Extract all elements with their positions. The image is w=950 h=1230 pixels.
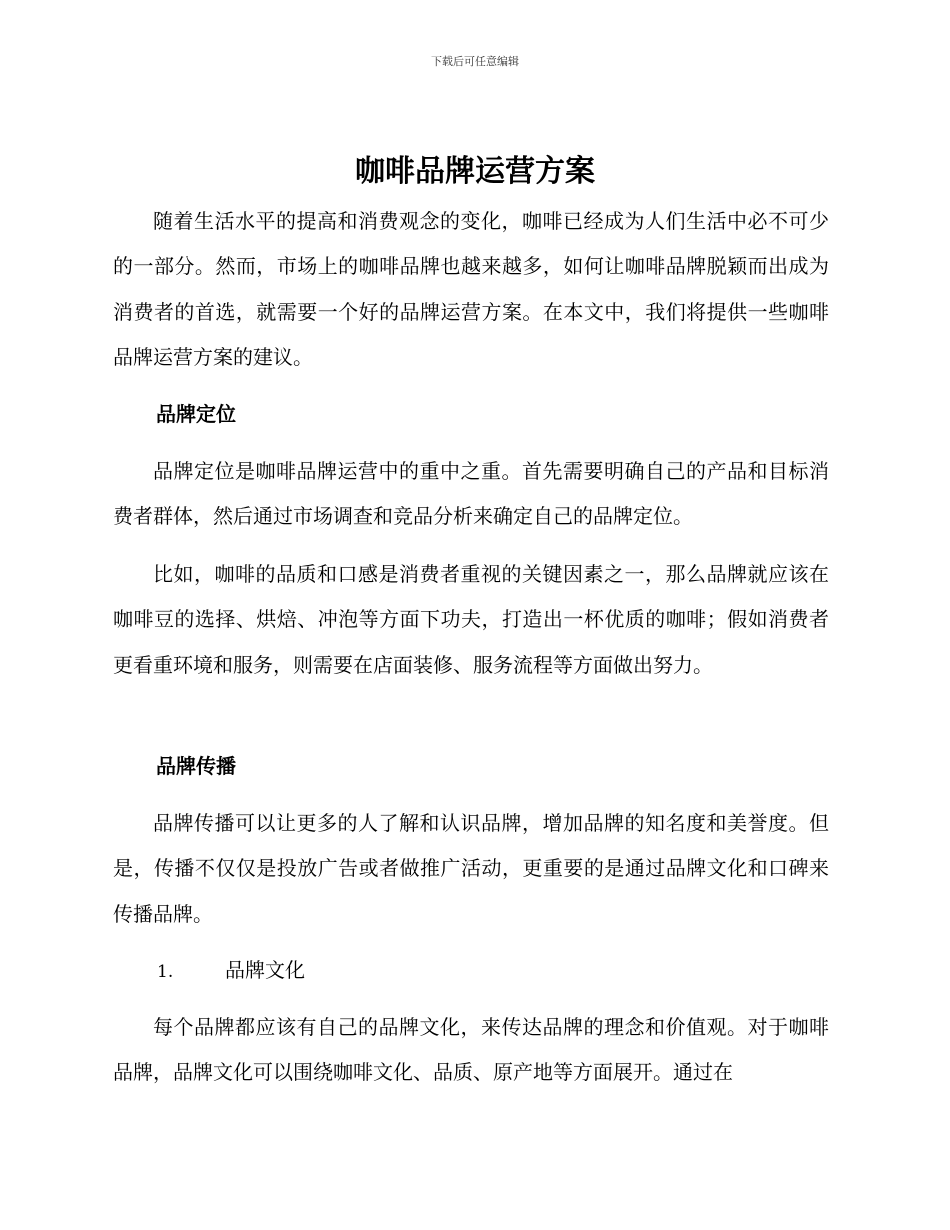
document-title: 咖啡品牌运营方案 — [355, 154, 595, 189]
list-item-brand-culture — [157, 955, 305, 987]
communication-block-2 — [113, 1005, 829, 1096]
communication-block-1 — [113, 801, 829, 937]
section-heading-positioning: 品牌定位 — [156, 402, 236, 426]
communication-paragraph-2: 每个品牌都应该有自己的品牌文化，来传达品牌的理念和价值观。对于咖啡品牌，品牌文化可以围绕咖啡文化、品质、原产地等方面展开。通过在 — [113, 1015, 829, 1085]
communication-paragraph-1: 品牌传播可以让更多的人了解和认识品牌，增加品牌的知名度和美誉度。但是，传播不仅仅是投放广告或者做推广活动，更重要的是通过品牌文化和口碑来传播品牌。 — [113, 811, 829, 926]
list-number: 1. — [157, 962, 174, 982]
list-label: 品牌文化 — [225, 958, 305, 982]
intro-block — [113, 199, 829, 381]
positioning-block-1 — [113, 449, 829, 540]
positioning-paragraph-1: 品牌定位是咖啡品牌运营中的重中之重。首先需要明确自己的产品和目标消费者群体，然后通过市场调查和竞品分析来确定自己的品牌定位。 — [113, 459, 829, 529]
section-heading-communication: 品牌传播 — [156, 754, 236, 778]
intro-paragraph: 随着生活水平的提高和消费观念的变化，咖啡已经成为人们生活中必不可少的一部分。然而，市场上的咖啡品牌也越来越多，如何让咖啡品牌脱颖而出成为消费者的首选，就需要一个好的品牌运营方案。在本文中，我们将提供一些咖啡品牌运营方案的建议。 — [113, 209, 829, 370]
positioning-block-2 — [113, 552, 829, 688]
header-note: 下载后可任意编辑 — [431, 55, 519, 68]
positioning-paragraph-2: 比如，咖啡的品质和口感是消费者重视的关键因素之一，那么品牌就应该在咖啡豆的选择、烘焙、冲泡等方面下功夫，打造出一杯优质的咖啡；假如消费者更看重环境和服务，则需要在店面装修、服务流程等方面做出努力。 — [113, 562, 829, 677]
